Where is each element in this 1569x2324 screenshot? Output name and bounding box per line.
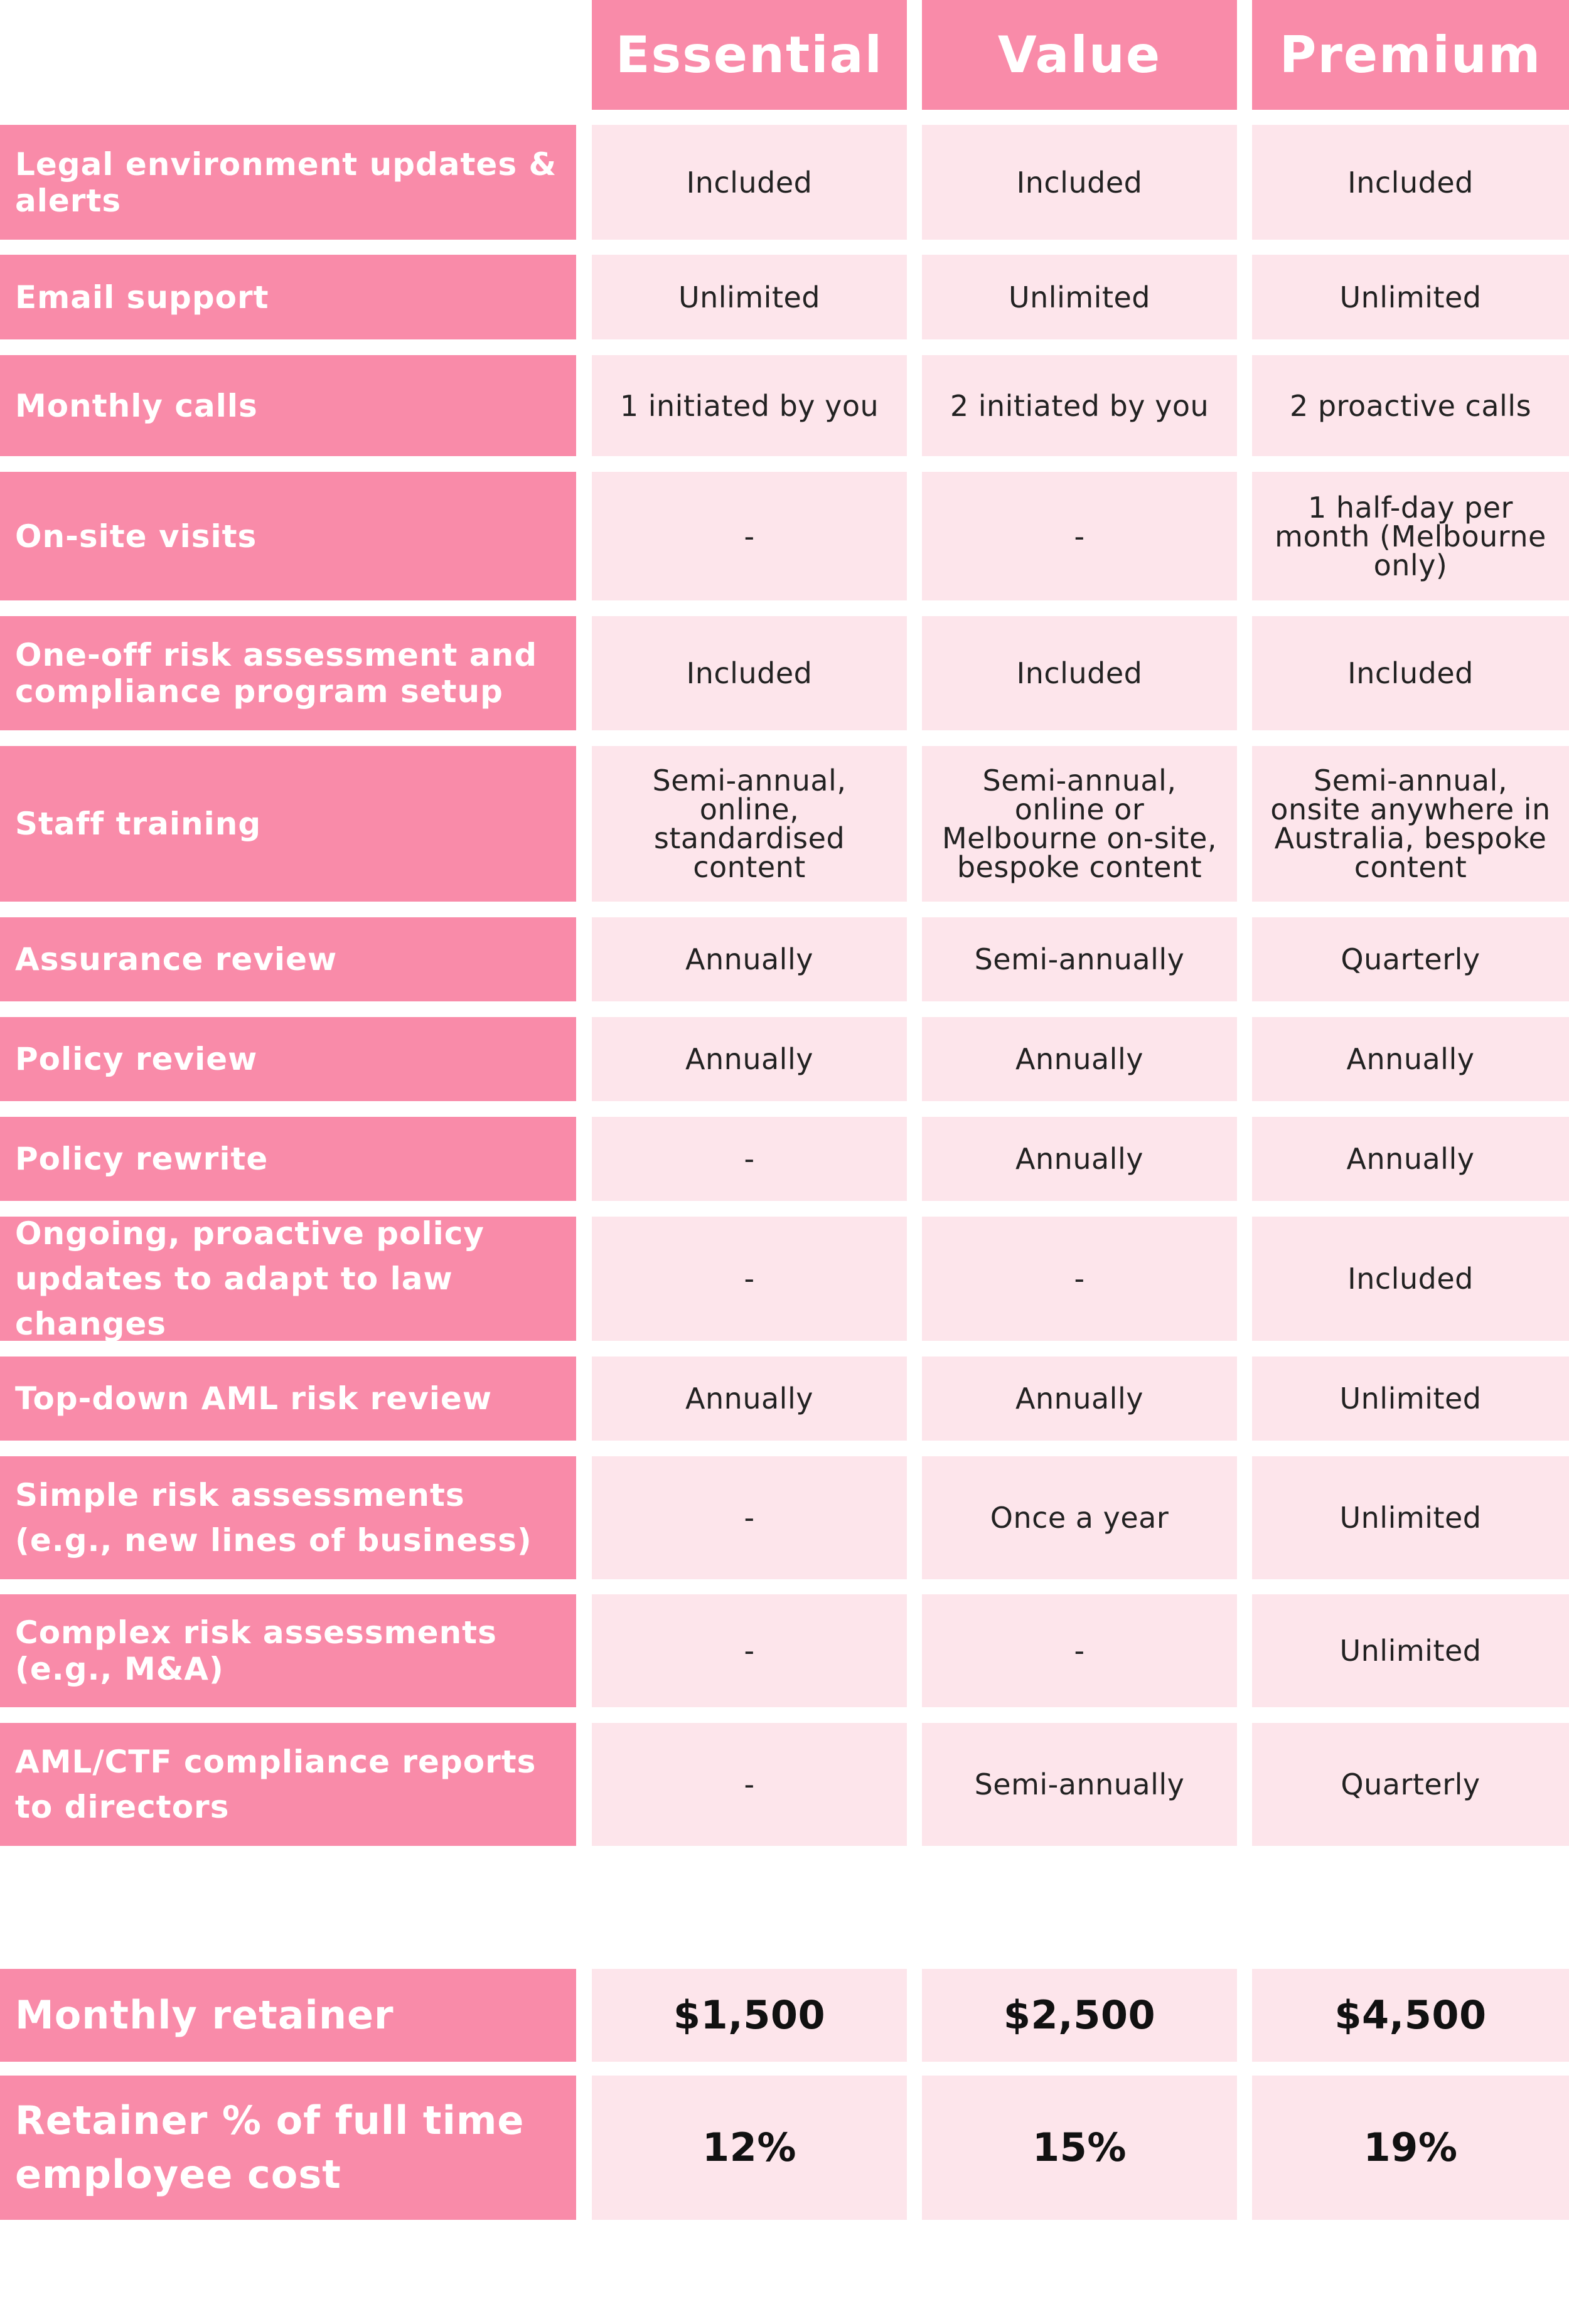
row-label-assurance-review: Assurance review	[0, 917, 576, 1001]
percent-retainer-value: 15%	[922, 2076, 1237, 2220]
cell-legal-updates-premium: Included	[1252, 125, 1569, 240]
cell-compliance-reports-essential: -	[592, 1723, 907, 1846]
cell-monthly-calls-value: 2 initiated by you	[922, 355, 1237, 456]
cell-aml-risk-review-premium: Unlimited	[1252, 1357, 1569, 1441]
plan-header-premium: Premium	[1252, 0, 1569, 110]
cell-policy-rewrite-essential: -	[592, 1117, 907, 1201]
cell-assurance-review-premium: Quarterly	[1252, 917, 1569, 1001]
cell-proactive-policy-updates-essential: -	[592, 1217, 907, 1341]
cell-policy-rewrite-value: Annually	[922, 1117, 1237, 1201]
cell-legal-updates-value: Included	[922, 125, 1237, 240]
cell-risk-setup-premium: Included	[1252, 616, 1569, 730]
cell-staff-training-premium: Semi-annual, onsite anywhere in Australia, bespoke content	[1252, 746, 1569, 902]
row-label-monthly-calls: Monthly calls	[0, 355, 576, 456]
row-label-proactive-policy-updates: Ongoing, proactive policy updates to adapt to law changes	[0, 1217, 576, 1341]
cell-onsite-visits-premium: 1 half-day per month (Melbourne only)	[1252, 472, 1569, 600]
cell-proactive-policy-updates-premium: Included	[1252, 1217, 1569, 1341]
plan-header-essential: Essential	[592, 0, 907, 110]
cell-policy-review-premium: Annually	[1252, 1017, 1569, 1101]
cell-policy-review-value: Annually	[922, 1017, 1237, 1101]
row-label-complex-risk-assessments: Complex risk assessments (e.g., M&A)	[0, 1594, 576, 1707]
cell-assurance-review-value: Semi-annually	[922, 917, 1237, 1001]
row-label-legal-updates: Legal environment updates & alerts	[0, 125, 576, 240]
cell-email-support-essential: Unlimited	[592, 255, 907, 339]
cell-policy-review-essential: Annually	[592, 1017, 907, 1101]
cell-complex-risk-assessments-premium: Unlimited	[1252, 1594, 1569, 1707]
cell-complex-risk-assessments-essential: -	[592, 1594, 907, 1707]
percent-retainer-essential: 12%	[592, 2076, 907, 2220]
cell-staff-training-essential: Semi-annual, online, standardised content	[592, 746, 907, 902]
cell-compliance-reports-premium: Quarterly	[1252, 1723, 1569, 1846]
cell-legal-updates-essential: Included	[592, 125, 907, 240]
row-label-monthly-retainer: Monthly retainer	[0, 1969, 576, 2062]
price-monthly-retainer-premium: $4,500	[1252, 1969, 1569, 2062]
cell-onsite-visits-value: -	[922, 472, 1237, 600]
row-label-email-support: Email support	[0, 255, 576, 339]
cell-simple-risk-assessments-essential: -	[592, 1456, 907, 1579]
row-label-policy-rewrite: Policy rewrite	[0, 1117, 576, 1201]
cell-simple-risk-assessments-premium: Unlimited	[1252, 1456, 1569, 1579]
cell-simple-risk-assessments-value: Once a year	[922, 1456, 1237, 1579]
row-label-simple-risk-assessments: Simple risk assessments (e.g., new lines of business)	[0, 1456, 576, 1579]
price-monthly-retainer-essential: $1,500	[592, 1969, 907, 2062]
cell-compliance-reports-value: Semi-annually	[922, 1723, 1237, 1846]
cell-assurance-review-essential: Annually	[592, 917, 907, 1001]
cell-risk-setup-value: Included	[922, 616, 1237, 730]
cell-monthly-calls-essential: 1 initiated by you	[592, 355, 907, 456]
percent-retainer-premium: 19%	[1252, 2076, 1569, 2220]
cell-staff-training-value: Semi-annual, online or Melbourne on-site, bespoke content	[922, 746, 1237, 902]
row-label-staff-training: Staff training	[0, 746, 576, 902]
cell-policy-rewrite-premium: Annually	[1252, 1117, 1569, 1201]
cell-proactive-policy-updates-value: -	[922, 1217, 1237, 1341]
row-label-retainer-percent: Retainer % of full time employee cost	[0, 2076, 576, 2220]
cell-risk-setup-essential: Included	[592, 616, 907, 730]
cell-aml-risk-review-value: Annually	[922, 1357, 1237, 1441]
cell-email-support-premium: Unlimited	[1252, 255, 1569, 339]
plan-header-value: Value	[922, 0, 1237, 110]
cell-onsite-visits-essential: -	[592, 472, 907, 600]
cell-aml-risk-review-essential: Annually	[592, 1357, 907, 1441]
row-label-policy-review: Policy review	[0, 1017, 576, 1101]
row-label-onsite-visits: On-site visits	[0, 472, 576, 600]
row-label-aml-risk-review: Top-down AML risk review	[0, 1357, 576, 1441]
cell-complex-risk-assessments-value: -	[922, 1594, 1237, 1707]
row-label-risk-setup: One-off risk assessment and compliance program setup	[0, 616, 576, 730]
cell-monthly-calls-premium: 2 proactive calls	[1252, 355, 1569, 456]
cell-email-support-value: Unlimited	[922, 255, 1237, 339]
row-label-compliance-reports: AML/CTF compliance reports to directors	[0, 1723, 576, 1846]
price-monthly-retainer-value: $2,500	[922, 1969, 1237, 2062]
